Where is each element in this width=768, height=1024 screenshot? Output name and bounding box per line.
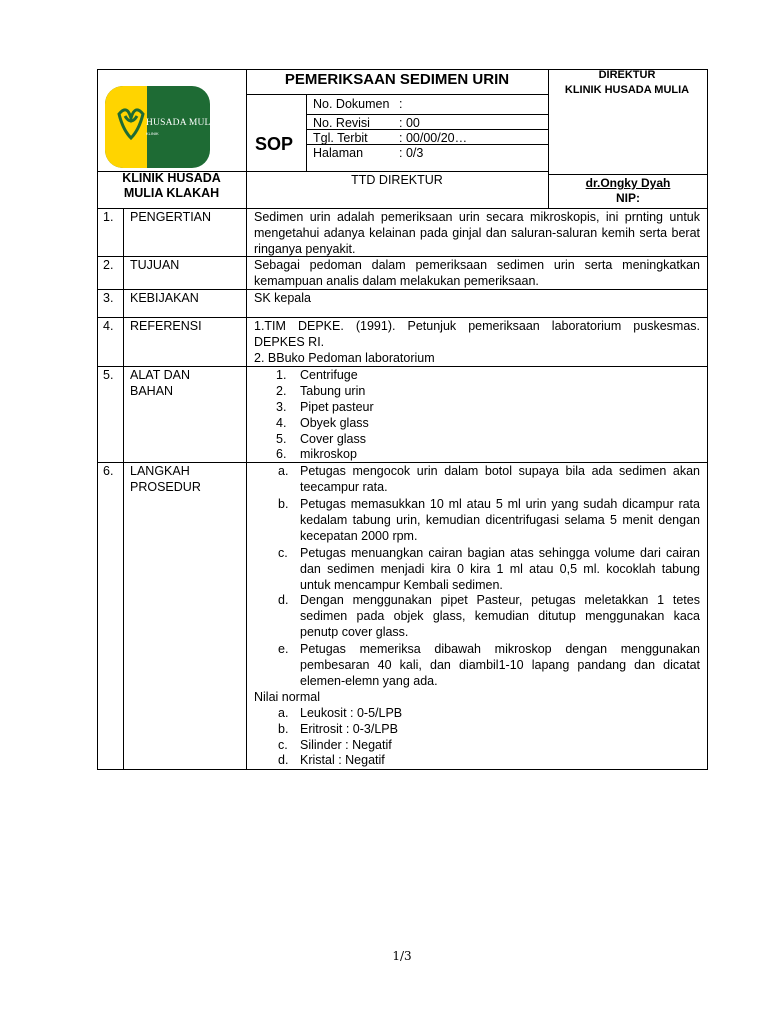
nip-label: NIP: bbox=[616, 191, 640, 205]
list-item: Pipet pasteur bbox=[300, 400, 374, 414]
row-content: Sebagai pedoman dalam pemeriksaan sedimen urin serta meningkatkan kemampuan analis dalam melakukan pemeriksaan. bbox=[254, 258, 700, 288]
row-number: 1. bbox=[103, 210, 114, 224]
procedure-step: Petugas menuangkan cairan bagian atas sehingga volume dari cairan dan sedimen menjadi kira 0 kira 1 ml atau 0,5 ml. kocoklah tabung untuk mencampur Kembali sedimen. bbox=[300, 546, 700, 592]
step-marker: a. bbox=[278, 464, 289, 478]
page-number: 1/3 bbox=[392, 949, 412, 963]
normal-value: Silinder : Negatif bbox=[300, 738, 392, 752]
list-item: mikroskop bbox=[300, 447, 357, 461]
step-marker: b. bbox=[278, 497, 289, 511]
normal-marker: c. bbox=[278, 738, 288, 752]
row-label: ALAT DAN bbox=[130, 368, 190, 382]
list-marker: 1. bbox=[276, 368, 287, 382]
row-number: 3. bbox=[103, 291, 114, 305]
list-marker: 5. bbox=[276, 432, 287, 446]
procedure-step: Dengan menggunakan pipet Pasteur, petugas meletakkan 1 tetes sedimen pada objek glass, kemudian ditutup menggunakan kaca penutp cover glass. bbox=[300, 593, 700, 639]
normal-value: Eritrosit : 0-3/LPB bbox=[300, 722, 398, 736]
row-content: SK kepala bbox=[254, 291, 311, 305]
list-item: Obyek glass bbox=[300, 416, 369, 430]
list-item: Tabung urin bbox=[300, 384, 366, 398]
meta-value: : 00 bbox=[399, 116, 420, 130]
row-label: REFERENSI bbox=[130, 319, 202, 333]
row-number: 2. bbox=[103, 258, 114, 272]
meta-value: : 00/00/20… bbox=[399, 131, 468, 145]
list-marker: 2. bbox=[276, 384, 287, 398]
row-label: KEBIJAKAN bbox=[130, 291, 199, 305]
meta-value: : bbox=[399, 97, 403, 111]
logo-sub-text: KLINIK bbox=[146, 131, 159, 136]
clinic-name-line2: MULIA KLAKAH bbox=[123, 186, 220, 200]
meta-label: No. Revisi bbox=[313, 116, 370, 130]
row-number: 5. bbox=[103, 368, 114, 382]
normal-marker: b. bbox=[278, 722, 289, 736]
normal-marker: d. bbox=[278, 753, 289, 767]
clinic-name: KLINIK HUSADA bbox=[122, 171, 221, 185]
meta-label: No. Dokumen bbox=[313, 97, 390, 111]
director-clinic: KLINIK HUSADA MULIA bbox=[564, 84, 690, 96]
normal-value: Leukosit : 0-5/LPB bbox=[300, 706, 403, 720]
list-item: Centrifuge bbox=[300, 368, 358, 382]
clinic-logo bbox=[105, 86, 221, 168]
normal-value: Kristal : Negatif bbox=[300, 753, 385, 767]
procedure-step: Petugas mengocok urin dalam botol supaya bila ada sedimen akan teecampur rata. bbox=[300, 464, 700, 494]
meta-label: Halaman bbox=[313, 146, 364, 160]
row-content-line2: 2. BBuko Pedoman laboratorium bbox=[254, 351, 435, 365]
step-marker: e. bbox=[278, 642, 289, 656]
row-content: 1.TIM DEPKE. (1991). Petunjuk pemeriksaan laboratorium puskesmas. DEPKES RI. bbox=[254, 319, 700, 349]
normal-values-label: Nilai normal bbox=[254, 690, 320, 704]
normal-marker: a. bbox=[278, 706, 289, 720]
row-content: Sedimen urin adalah pemeriksaan urin secara mikroskopis, ini prnting untuk mengetahui adanya kelainan pada ginjal dan saluran-saluran kemih serta berat ringanya penyakit. bbox=[254, 210, 700, 256]
procedure-step: Petugas memasukkan 10 ml atau 5 ml urin yang sudah dicampur rata kedalam tabung urin, kemudian dicentrifugasi selama 5 menit dengan kecepatan 2000 rpm. bbox=[300, 497, 700, 543]
list-marker: 3. bbox=[276, 400, 287, 414]
step-marker: c. bbox=[278, 546, 288, 560]
row-label: LANGKAH bbox=[130, 464, 190, 478]
row-label-line2: BAHAN bbox=[130, 384, 174, 398]
ttd-director-label: TTD DIREKTUR bbox=[351, 173, 443, 187]
procedure-step: Petugas memeriksa dibawah mikroskop dengan menggunakan pembesaran 40 kali, dan diambil1-10 lapang pandang dan dicatat elemen-elemn yang ada. bbox=[300, 642, 700, 688]
step-marker: d. bbox=[278, 593, 289, 607]
meta-value: : 0/3 bbox=[399, 146, 424, 160]
list-marker: 4. bbox=[276, 416, 287, 430]
logo-brand-text: HUSADA MULIA bbox=[146, 118, 221, 128]
row-label: TUJUAN bbox=[130, 258, 180, 272]
list-item: Cover glass bbox=[300, 432, 366, 446]
meta-label: Tgl. Terbit bbox=[313, 131, 368, 145]
document-title: PEMERIKSAAN SEDIMEN URIN bbox=[284, 71, 510, 88]
row-label: PENGERTIAN bbox=[130, 210, 212, 224]
sop-label: SOP bbox=[255, 134, 294, 154]
row-number: 4. bbox=[103, 319, 114, 333]
row-label-line2: PROSEDUR bbox=[130, 480, 201, 494]
list-marker: 6. bbox=[276, 447, 287, 461]
director-title: DIREKTUR bbox=[598, 69, 656, 81]
row-number: 6. bbox=[103, 464, 114, 478]
director-name: dr.Ongky Dyah bbox=[585, 176, 671, 190]
